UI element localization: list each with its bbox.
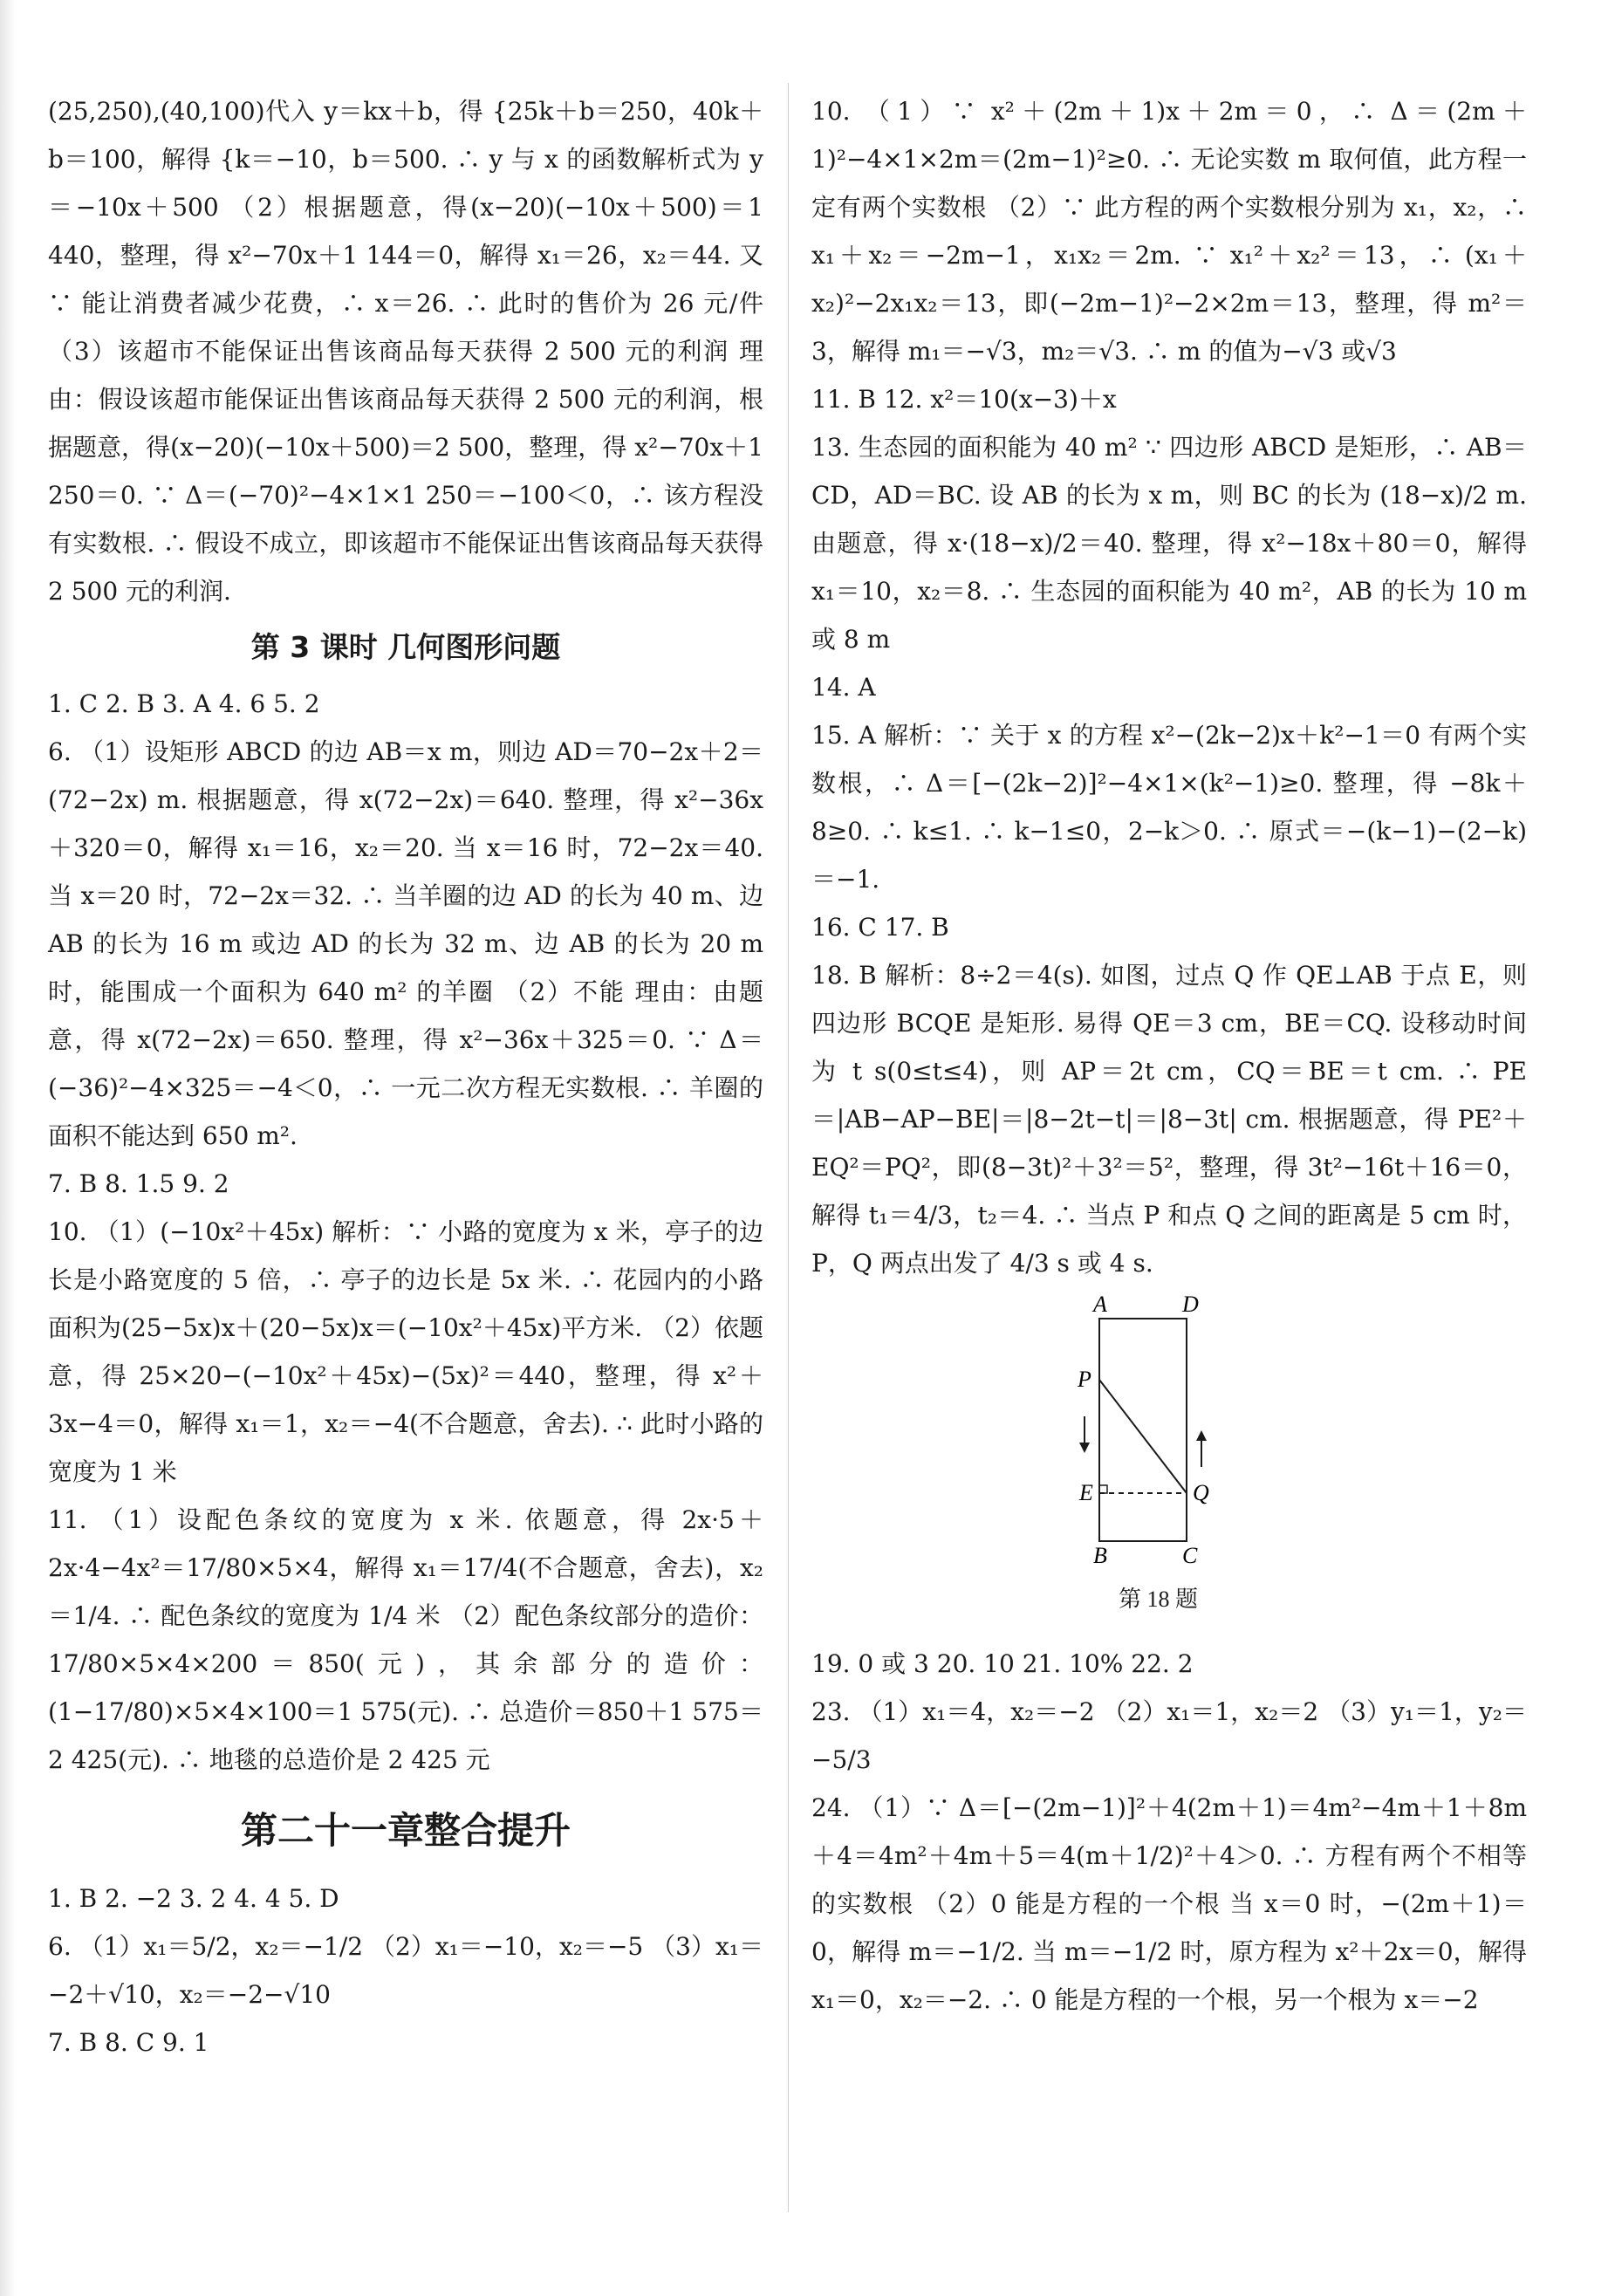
rectangle-diagram [1078, 1294, 1235, 1573]
label-c: C [1182, 1543, 1198, 1568]
left-paragraph-7: 1. B 2. −2 3. 2 4. 4 5. D [48, 1884, 339, 1913]
right-paragraph-5: 15. A 解析：∵ 关于 x 的方程 x²−(2k−2)x＋k²−1＝0 有两个实数根，∴ Δ＝[−(2k−2)]²−4×1×(k²−1)≥0. 整理，得 −8k＋8≥0. ∴ k≤1. ∴ k−1≤0，2−k＞0. ∴ 原式＝−(k−1)−(2−k)＝−1. [811, 721, 1527, 894]
left-column [48, 87, 763, 2066]
page-binding-shadow [0, 0, 16, 2296]
right-paragraph-9: 23. （1）x₁＝4，x₂＝−2 （2）x₁＝1，x₂＝2 （3）y₁＝1，y₂＝−5/3 [811, 1697, 1527, 1774]
right-paragraph-7: 18. B 解析：8÷2＝4(s). 如图，过点 Q 作 QE⊥AB 于点 E，则四边形 BCQE 是矩形. 易得 QE＝3 cm，BE＝CQ. 设移动时间为 t s(0≤t≤4)，则 AP＝2t cm，CQ＝BE＝t cm. ∴ PE＝|AB−AP−BE|＝|8−2t−t|＝|8−3t| cm. 根据题意，得 PE²＋EQ²＝PQ²，即(8−3t)²＋3²＝5²，整理，得 3t²−16t＋16＝0，解得 t₁＝4/3，t₂＝4. ∴ 当点 P 和点 Q 之间的距离是 5 cm 时，P，Q 两点出发了 4/3 s 或 4 s. [811, 961, 1527, 1278]
right-paragraph-1: 10. （1）∵ x²＋(2m＋1)x＋2m＝0，∴ Δ＝(2m＋1)²−4×1×2m＝(2m−1)²≥0. ∴ 无论实数 m 取何值，此方程一定有两个实数根 （2）∵ 此方程的两个实数根分别为 x₁，x₂，∴ x₁＋x₂＝−2m−1，x₁x₂＝2m. ∵ x₁²＋x₂²＝13，∴ (x₁＋x₂)²−2x₁x₂＝13，即(−2m−1)²−2×2m＝13，整理，得 m²＝3，解得 m₁＝−√3，m₂＝√3. ∴ m 的值为−√3 或√3 [811, 97, 1527, 366]
right-paragraph-6: 16. C 17. B [811, 913, 949, 942]
left-paragraph-9: 7. B 8. C 9. 1 [48, 2028, 209, 2057]
chapter-title: 第二十一章整合提升 [240, 1809, 571, 1852]
left-paragraph-5: 10. （1）(−10x²＋45x) 解析：∵ 小路的宽度为 x 米，亭子的边长是小路宽度的 5 倍，∴ 亭子的边长是 5x 米. ∴ 花园内的小路面积为(25−5x)x＋(20−5x)x＝(−10x²＋45x)平方米. （2）依题意，得 25×20−(−10x²＋45x)−(5x)²＝440，整理，得 x²＋3x−4＝0，解得 x₁＝1，x₂＝−4(不合题意，舍去). ∴ 此时小路的宽度为 1 米 [48, 1217, 763, 1486]
right-column [811, 87, 1527, 2024]
up-arrow-icon [1196, 1430, 1207, 1441]
left-paragraph-6: 11. （1）设配色条纹的宽度为 x 米. 依题意，得 2x·5＋2x·4−4x²＝17/80×5×4，解得 x₁＝17/4(不合题意，舍去)，x₂＝1/4. ∴ 配色条纹的宽度为 1/4 米 （2）配色条纹部分的造价：17/80×5×4×200＝850(元)，其余部分的造价：(1−17/80)×5×4×100＝1 575(元). ∴ 总造价＝850＋1 575＝2 425(元). ∴ 地毯的总造价是 2 425 元 [48, 1505, 763, 1774]
label-b: B [1093, 1543, 1107, 1568]
right-paragraph-8: 19. 0 或 3 20. 10 21. 10% 22. 2 [811, 1649, 1194, 1678]
section-title: 第 3 课时 几何图形问题 [250, 630, 561, 664]
label-a: A [1093, 1294, 1107, 1317]
right-paragraph-3: 13. 生态园的面积能为 40 m² ∵ 四边形 ABCD 是矩形，∴ AB＝CD，AD＝BC. 设 AB 的长为 x m，则 BC 的长为 (18−x)/2 m. 由题意，得 x·(18−x)/2＝40. 整理，得 x²−18x＋80＝0，解得 x₁＝10，x₂＝8. ∴ 生态园的面积能为 40 m²，AB 的长为 10 m 或 8 m [811, 433, 1527, 654]
down-arrow-icon [1079, 1443, 1090, 1453]
right-paragraph-4: 14. A [811, 673, 876, 702]
segment-pq [1099, 1380, 1187, 1493]
column-divider [788, 83, 789, 2212]
left-paragraph-3: 6. （1）设矩形 ABCD 的边 AB＝x m，则边 AD＝70−2x＋2＝(72−2x) m. 根据题意，得 x(72−2x)＝640. 整理，得 x²−36x＋320＝0，解得 x₁＝16，x₂＝20. 当 x＝16 时，72−2x＝40. 当 x＝20 时，72−2x＝32. ∴ 当羊圈的边 AD 的长为 40 m、边 AB 的长为 16 m 或边 AD 的长为 32 m、边 AB 的长为 20 m 时，能围成一个面积为 640 m² 的羊圈 （2）不能 理由：由题意，得 x(72−2x)＝650. 整理，得 x²−36x＋325＝0. ∵ Δ＝(−36)²−4×325＝−4＜0，∴ 一元二次方程无实数根. ∴ 羊圈的面积不能达到 650 m². [48, 737, 763, 1150]
label-e: E [1079, 1480, 1093, 1505]
left-paragraph-2: 1. C 2. B 3. A 4. 6 5. 2 [48, 689, 320, 718]
figure-caption: 第 18 题 [1119, 1587, 1199, 1612]
label-q: Q [1193, 1480, 1209, 1505]
left-paragraph-4: 7. B 8. 1.5 9. 2 [48, 1169, 229, 1198]
left-paragraph-8: 6. （1）x₁＝5/2，x₂＝−1/2 （2）x₁＝−10，x₂＝−5 （3）x₁＝−2＋√10，x₂＝−2−√10 [48, 1932, 763, 2009]
right-angle-mark [1099, 1485, 1107, 1493]
rectangle-abcd [1099, 1319, 1187, 1541]
right-paragraph-2: 11. B 12. x²＝10(x−3)＋x [811, 385, 1117, 414]
label-d: D [1182, 1294, 1199, 1317]
figure-18 [811, 1294, 1527, 1635]
right-paragraph-10: 24. （1）∵ Δ＝[−(2m−1)]²＋4(2m＋1)＝4m²−4m＋1＋8m＋4＝4m²＋4m＋5＝4(m＋1/2)²＋4＞0. ∴ 方程有两个不相等的实数根 （2）0 能是方程的一个根 当 x＝0 时，−(2m＋1)＝0，解得 m＝−1/2. 当 m＝−1/2 时，原方程为 x²＋2x＝0，解得 x₁＝0，x₂＝−2. ∴ 0 能是方程的一个根，另一个根为 x＝−2 [811, 1793, 1527, 2014]
label-p: P [1078, 1367, 1091, 1392]
left-paragraph-1: (25,250),(40,100)代入 y＝kx＋b，得 {25k＋b＝250，40k＋b＝100，解得 {k＝−10，b＝500. ∴ y 与 x 的函数解析式为 y＝−10x＋500 （2）根据题意，得(x−20)(−10x＋500)＝1 440，整理，得 x²−70x＋1 144＝0，解得 x₁＝26，x₂＝44. 又∵ 能让消费者减少花费，∴ x＝26. ∴ 此时的售价为 26 元/件 （3）该超市不能保证出售该商品每天获得 2 500 元的利润 理由：假设该超市能保证出售该商品每天获得 2 500 元的利润，根据题意，得(x−20)(−10x＋500)＝2 500，整理，得 x²−70x＋1 250＝0. ∵ Δ＝(−70)²−4×1×1 250＝−100＜0，∴ 该方程没有实数根. ∴ 假设不成立，即该超市不能保证出售该商品每天获得 2 500 元的利润. [48, 97, 763, 606]
